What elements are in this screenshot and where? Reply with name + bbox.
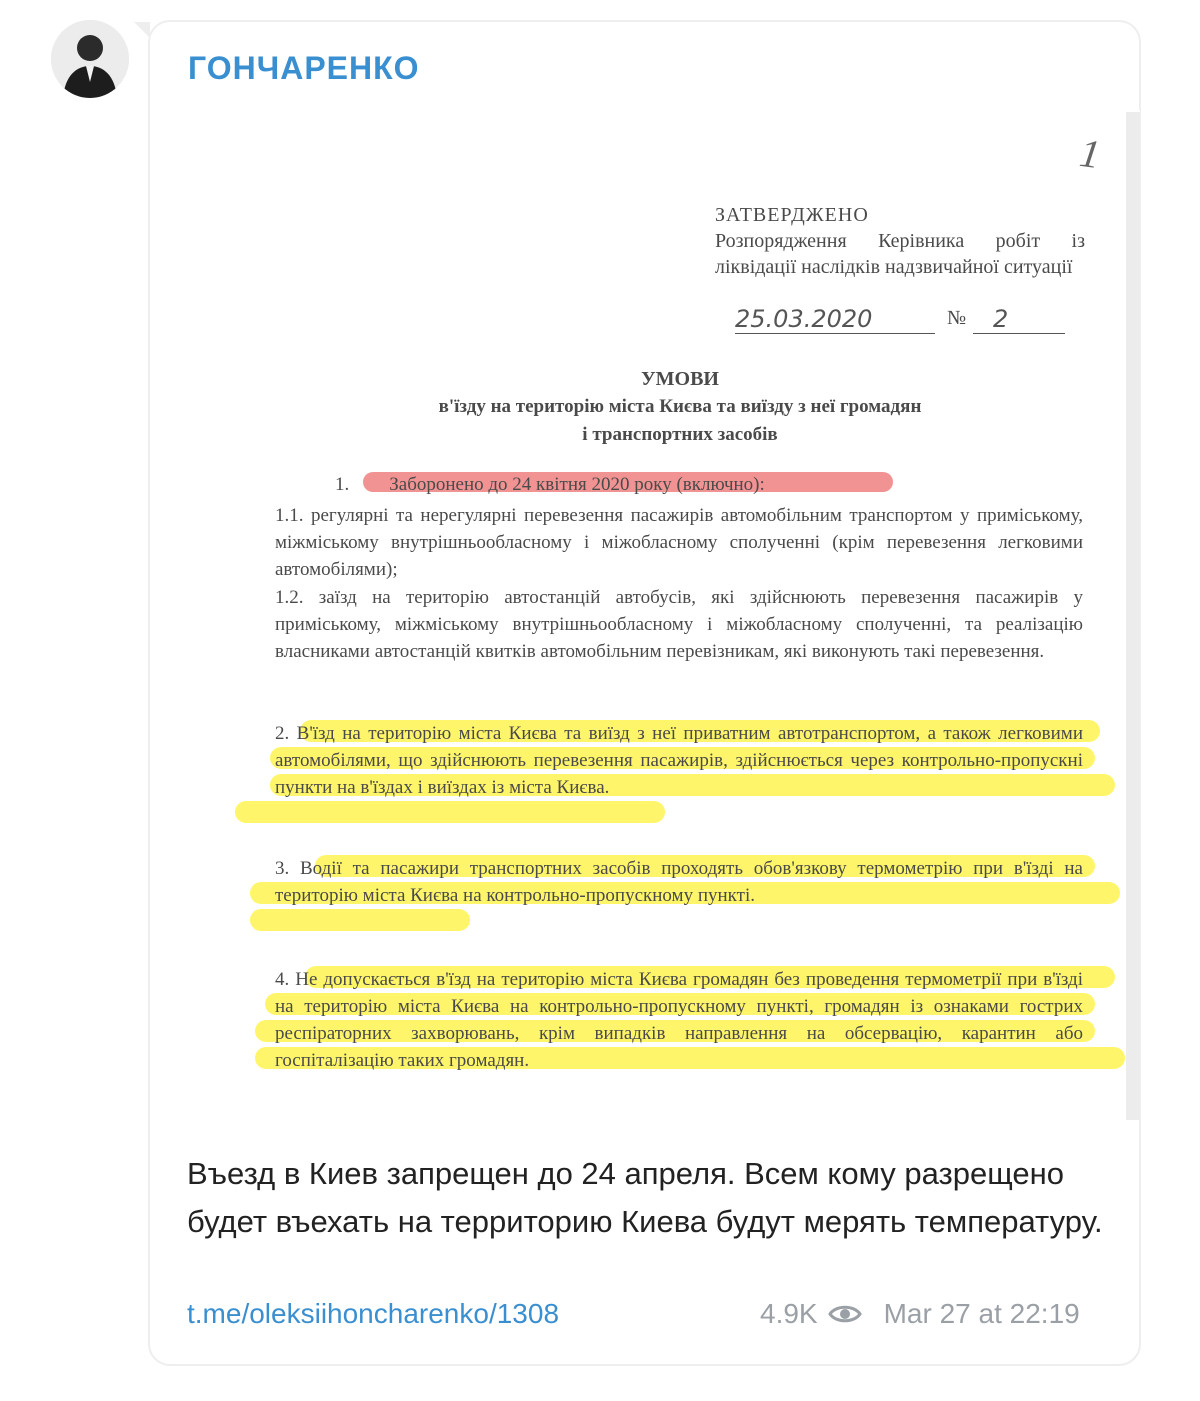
- post-timestamp: Mar 27 at 22:19: [883, 1298, 1080, 1329]
- item-3: 3. Водії та пасажири транспортних засобів проходять обов'язкову термометрію при в'їзді на територію міста Києва на контрольно-пропускному пункті.: [275, 858, 1083, 906]
- item-1-number: 1.: [335, 474, 350, 495]
- item-1-2: 1.2. заїзд на територію автостанцій автобусів, які здійснюють перевезення пасажирів у приміському, міжміському внутрішньообласному і міжобласному сполученні, та реалізацію власниками автостанцій квитків автомобільним перевізникам, які виконують такі перевезення.: [275, 587, 1083, 662]
- document-subtitle: [340, 393, 1020, 449]
- document-image[interactable]: [150, 110, 1140, 1120]
- eye-icon: [828, 1302, 862, 1326]
- item-1-1: 1.1. регулярні та нерегулярні перевезення пасажирів автомобільним транспортом у приміському, міжміському внутрішньообласному і міжобласному сполученні (крім перевезення легковими автомобілями);: [275, 505, 1083, 580]
- item-1-text: Заборонено до 24 квітня 2020 року (включно):: [389, 474, 765, 495]
- item-1: [335, 474, 765, 496]
- yellow-highlight: [235, 801, 665, 823]
- page-number: 1: [1076, 129, 1104, 178]
- document-number: 2: [973, 305, 1065, 334]
- item-4: 4. Не допускається в'їзд на територію міста Києва громадян без проведення термометрії при в'їзді на територію міста Києва на контрольно-пропускному пункті, громадян із ознаками гострих респіраторних захворювань, крім випадків направлення на обсервацію, карантин або госпіталізацію таких громадян.: [275, 969, 1083, 1071]
- message-caption: Въезд в Киев запрещен до 24 апреля. Всем кому разрещено будет въехать на территорию Киева будут мерять температуру.: [187, 1156, 1103, 1239]
- approval-body: Розпорядження Керівника робіт із ліквідації наслідків надзвичайної ситуації: [715, 230, 1085, 278]
- subtitle-line-2: і транспортних засобів: [582, 424, 778, 445]
- approval-title: ЗАТВЕРДЖЕНО: [715, 204, 869, 226]
- document-date: 25.03.2020: [735, 305, 935, 334]
- bubble-tail: [134, 22, 150, 38]
- subtitle-line-1: в'їзду на територію міста Києва та виїзду з неї громадян: [438, 396, 922, 417]
- view-count: 4.9K: [760, 1298, 818, 1329]
- document-title: УМОВИ: [640, 368, 719, 390]
- channel-avatar[interactable]: [51, 20, 129, 98]
- date-number-line: [715, 305, 1075, 341]
- image-edge-shadow: [1126, 112, 1140, 1120]
- post-link[interactable]: t.me/oleksiihoncharenko/1308: [187, 1298, 560, 1329]
- item-2: 2. В'їзд на територію міста Києва та виїзд з неї приватним автотранспортом, а також легковими автомобілями, що здійснюють перевезення пасажирів, здійснюється через контрольно-пропускні пункти на в'їздах і виїздах із міста Києва.: [275, 723, 1083, 798]
- yellow-highlight: [250, 909, 470, 931]
- channel-name[interactable]: ГОНЧАРЕНКО: [188, 50, 420, 86]
- avatar-portrait-icon: [51, 20, 129, 98]
- number-label: №: [947, 307, 967, 329]
- approval-block: [715, 202, 1085, 280]
- post-meta: [760, 1298, 1080, 1330]
